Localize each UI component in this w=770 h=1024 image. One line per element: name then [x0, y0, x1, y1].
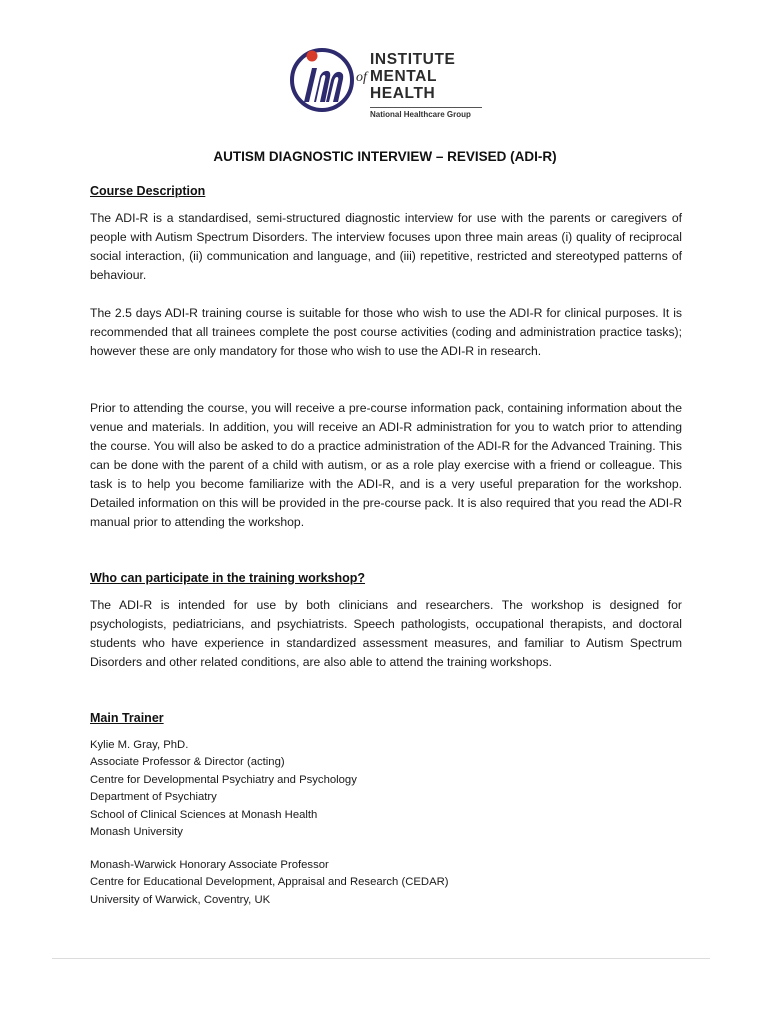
- participants-paragraph: The ADI-R is intended for use by both clinicians and researchers. The workshop is designed for psychologists, pediatricians, and psychiatrists. Speech pathologists, occupational therapists, and doctoral students who have experience in standardized assessment measures, and familiar to Autism Spectrum Disorders and other related conditions, are also able to attend the training workshops.: [90, 598, 682, 669]
- main-trainer-heading: Main Trainer: [90, 711, 164, 725]
- trainer-line: Monash University: [90, 826, 183, 839]
- logo-text-mental: MENTAL: [370, 68, 438, 85]
- trainer-line: Kylie M. Gray, PhD.: [90, 739, 189, 751]
- logo-divider: [370, 107, 482, 108]
- logo-text-health: HEALTH: [370, 85, 436, 102]
- institute-logo: [286, 44, 486, 126]
- participants-heading: Who can participate in the training workshop?: [90, 571, 366, 585]
- trainer-details-block: [90, 737, 357, 841]
- trainer-line: Centre for Developmental Psychiatry and Psychology: [90, 773, 357, 786]
- document-title: AUTISM DIAGNOSTIC INTERVIEW – REVISED (ADI-R): [213, 149, 557, 164]
- imh-emblem-icon: [286, 44, 366, 124]
- logo-text-of: of: [356, 70, 367, 85]
- course-description-paragraph-1: The ADI-R is a standardised, semi-structured diagnostic interview for use with the parents or caregivers of people with Autism Spectrum Disorders. The interview focuses upon three main areas (i) quality of reciprocal social interaction, (ii) communication and language, and (iii) repetitive, restricted and stereotyped patterns of behaviour.: [90, 211, 682, 282]
- trainer-affiliation-block: [90, 857, 449, 909]
- trainer-line: Associate Professor & Director (acting): [90, 756, 285, 769]
- course-description-paragraph-2: The 2.5 days ADI-R training course is suitable for those who wish to use the ADI-R for clinical purposes. It is recommended that all trainees complete the post course activities (coding and administration practice tasks); however these are only mandatory for those who wish to use the ADI-R in research.: [90, 306, 682, 358]
- course-description-paragraph-3: Prior to attending the course, you will receive a pre-course information pack, containing information about the venue and materials. In addition, you will receive an ADI-R administration for you to watch prior to attending the course. You will also be asked to do a practice administration of the ADI-R for the Advanced Training. This can be done with the parent of a child with autism, or as a role play exercise with a friend or colleague. This task is to help you become familiarize with the ADI-R, and is a very useful preparation for the workshop. Detailed information on this will be provided in the pre-course pack. It is also required that you read the ADI-R manual prior to attending the workshop.: [90, 401, 682, 529]
- footer-divider: [52, 958, 710, 959]
- trainer-line: School of Clinical Sciences at Monash Health: [90, 808, 318, 821]
- logo-subtitle: National Healthcare Group: [370, 110, 471, 119]
- trainer-line: University of Warwick, Coventry, UK: [90, 893, 271, 906]
- trainer-line: Monash-Warwick Honorary Associate Professor: [90, 859, 329, 871]
- trainer-line: Department of Psychiatry: [90, 791, 217, 804]
- course-description-heading: Course Description: [90, 184, 206, 198]
- trainer-line: Centre for Educational Development, Appraisal and Research (CEDAR): [90, 876, 449, 889]
- logo-text-institute: INSTITUTE: [370, 51, 456, 68]
